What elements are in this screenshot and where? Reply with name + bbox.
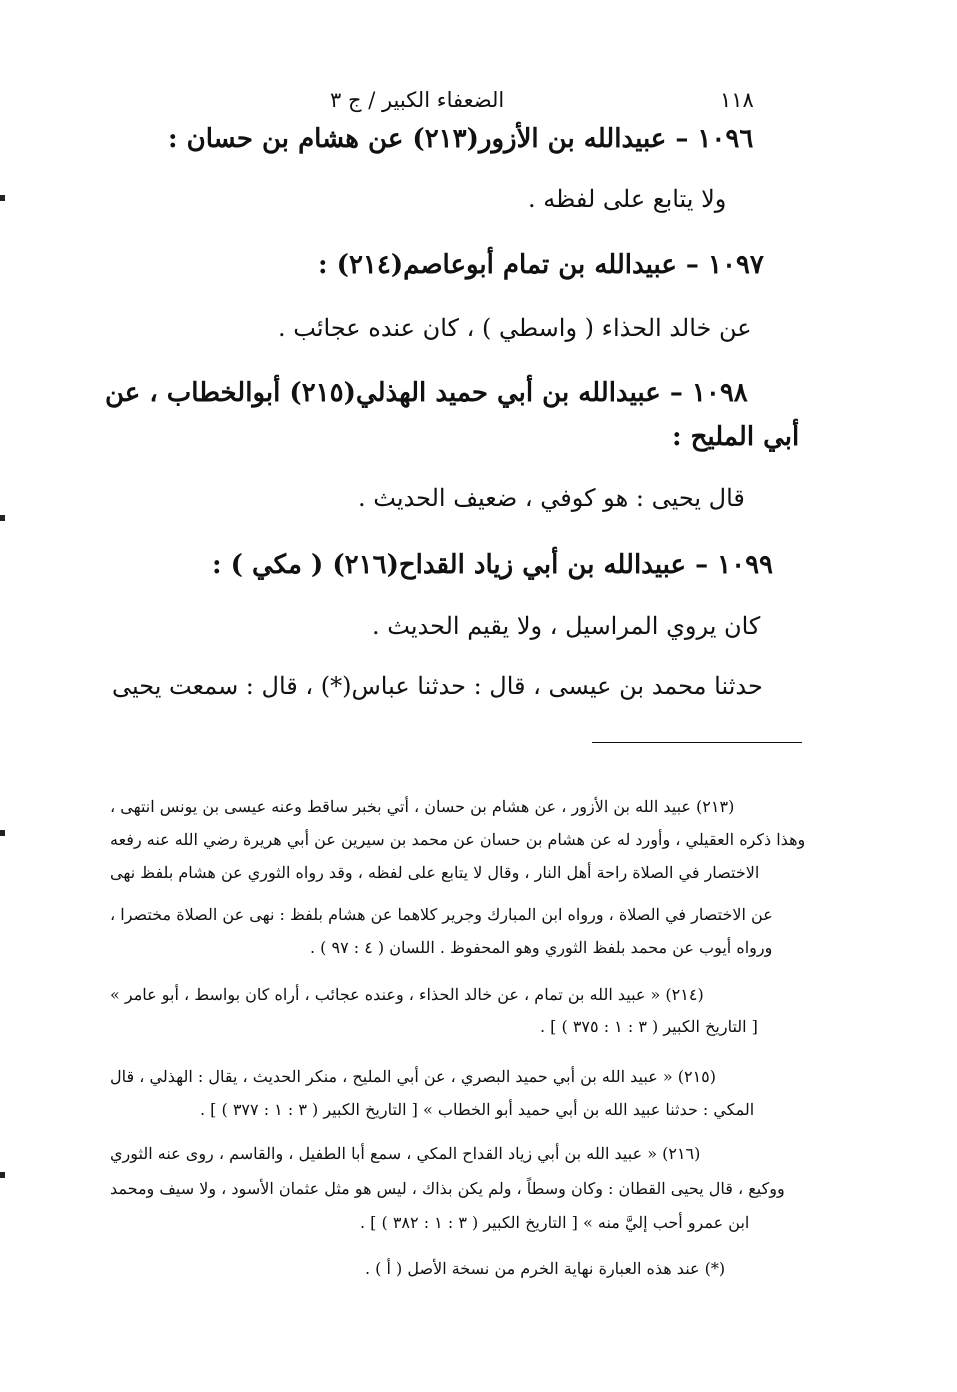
entry-text-1097: عن خالد الحذاء ( واسطي ) ، كان عنده عجائب . xyxy=(278,314,752,342)
footnote-214-line-2: [ التاريخ الكبير ( ٣ : ١ : ٣٧٥ ) ] . xyxy=(540,1017,758,1036)
scan-edge-mark xyxy=(0,515,5,521)
scan-edge-mark xyxy=(0,830,5,836)
entry-text-1098: قال يحيى : هو كوفي ، ضعيف الحديث . xyxy=(358,484,745,512)
scan-edge-mark xyxy=(0,195,5,201)
entry-heading-1097: ١٠٩٧ – عبيدالله بن تمام أبوعاصم(٢١٤) : xyxy=(318,250,764,280)
scan-edge-mark xyxy=(0,1172,5,1178)
running-title: الضعفاء الكبير / ج ٣ xyxy=(330,88,505,112)
entry-heading-1098: ١٠٩٨ – عبيدالله بن أبي حميد الهذلي(٢١٥) أبوالخطاب ، عن xyxy=(105,378,748,408)
footnote-215-line-2: المكي : حدثنا عبيد الله بن أبي حميد أبو الخطاب » [ التاريخ الكبير ( ٣ : ١ : ٣٧٧ ) ] . xyxy=(200,1100,755,1119)
footnote-separator xyxy=(592,742,802,743)
footnote-215-line-1: (٢١٥) « عبيد الله بن أبي حميد البصري ، عن أبي المليح ، منكر الحديث ، يقال : الهذلي ، قال xyxy=(110,1067,716,1086)
footnote-216-line-3: ابن عمرو أحب إليَّ منه » [ التاريخ الكبير ( ٣ : ١ : ٣٨٢ ) ] . xyxy=(360,1213,750,1232)
entry-text-1099-2: حدثنا محمد بن عيسى ، قال : حدثنا عباس(*) ، قال : سمعت يحيى xyxy=(112,672,763,700)
entry-heading-1098-cont: أبي المليح : xyxy=(672,422,800,452)
entry-heading-1096: ١٠٩٦ – عبيدالله بن الأزور(٢١٣) عن هشام بن حسان : xyxy=(168,124,754,154)
footnote-213-line-2: وهذا ذكره العقيلي ، وأورد له عن هشام بن حسان عن محمد بن سيرين عن أبي هريرة رضي الله عنه رفعه xyxy=(110,830,806,849)
footnote-213-line-1: (٢١٣) عبيد الله بن الأزور ، عن هشام بن حسان ، أتي بخبر ساقط وعنه عيسى بن يونس انتهى ، xyxy=(110,797,735,816)
footnote-213-line-5: ورواه أيوب عن محمد بلفظ الثوري وهو المحفوظ . اللسان ( ٤ : ٩٧ ) . xyxy=(310,938,773,957)
footnote-216-line-2: ووكيع ، قال يحيى القطان : وكان وسطاً ، ولم يكن بذاك ، ليس هو مثل عثمان الأسود ، ولا سيف ومحمد xyxy=(110,1179,785,1198)
entry-heading-1099: ١٠٩٩ – عبيدالله بن أبي زياد القداح(٢١٦) ( مكي ) : xyxy=(212,550,773,580)
page-number: ١١٨ xyxy=(720,88,754,112)
entry-text-1099-1: كان يروي المراسيل ، ولا يقيم الحديث . xyxy=(372,612,761,640)
footnote-216-line-1: (٢١٦) « عبيد الله بن أبي زياد القداح المكي ، سمع أبا الطفيل ، والقاسم ، روى عنه الثوري xyxy=(110,1144,701,1163)
footnote-asterisk: (*) عند هذه العبارة نهاية الخرم من نسخة الأصل ( أ ) . xyxy=(365,1259,726,1278)
footnote-213-line-3: الاختصار في الصلاة راحة أهل النار ، وقال لا يتابع على لفظه ، وقد رواه الثوري عن هشام بلفظ نهى xyxy=(110,863,760,882)
footnote-213-line-4: عن الاختصار في الصلاة ، ورواه ابن المبارك وجرير كلاهما عن هشام بلفظ : نهى عن الصلاة مختصرا ، xyxy=(110,905,773,924)
entry-text-1096: ولا يتابع على لفظه . xyxy=(528,185,727,213)
footnote-214-line-1: (٢١٤) « عبيد الله بن تمام ، عن خالد الحذاء ، وعنده عجائب ، أراه كان بواسط ، أبو عامر » xyxy=(110,985,704,1004)
